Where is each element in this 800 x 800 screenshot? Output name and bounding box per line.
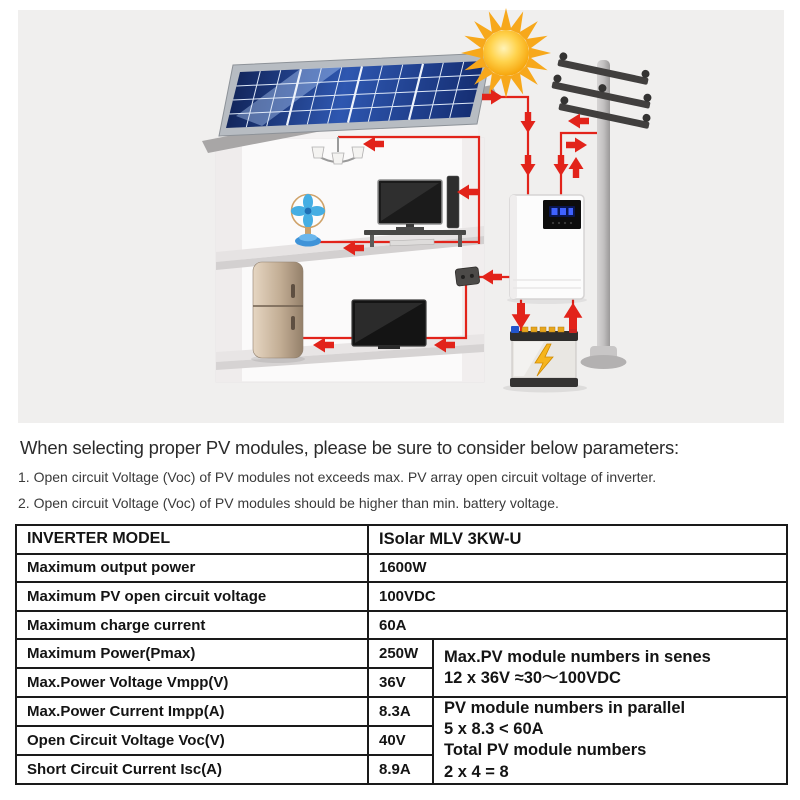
- table-row: [16, 582, 787, 611]
- spec-label: Short Circuit Current Isc(A): [16, 755, 368, 784]
- spec-value: 60A: [368, 611, 787, 640]
- desk: [364, 230, 466, 235]
- battery-terminal-negative: [511, 326, 519, 333]
- inverter: [507, 195, 587, 304]
- spec-value: 250W: [368, 639, 433, 668]
- parallel-note-line1: PV module numbers in parallel: [444, 698, 686, 717]
- table-row: [16, 611, 787, 640]
- parallel-note-line4: 2 x 4 = 8: [444, 762, 509, 781]
- series-note-line1: Max.PV module numbers in senes: [444, 647, 711, 666]
- fridge-icon: [251, 262, 305, 363]
- inverter-display: [543, 200, 581, 229]
- series-note-cell: [433, 639, 787, 696]
- parallel-note-line2: 5 x 8.3 < 60A: [444, 720, 544, 738]
- table-row: [16, 639, 787, 668]
- parallel-note-line3: Total PV module numbers: [444, 741, 647, 760]
- series-note-line2: 12 x 36V ≈30～100VDC: [444, 668, 621, 687]
- spec-label: Open Circuit Voltage Voc(V): [16, 726, 368, 755]
- table-row: [16, 525, 787, 554]
- inverter-spec-table: [15, 524, 788, 785]
- spec-value: 40V: [368, 726, 433, 755]
- note-1: 1. Open circuit Voltage (Voc) of PV modules not exceeds max. PV array open circuit voltage of inverter.: [18, 469, 657, 485]
- spec-value: 8.9A: [368, 755, 433, 784]
- table-row: [16, 554, 787, 583]
- spec-label: Maximum charge current: [16, 611, 368, 640]
- sun-icon: [461, 8, 551, 98]
- spec-label: Maximum PV open circuit voltage: [16, 582, 368, 611]
- spec-value-model: ISolar MLV 3KW-U: [368, 525, 787, 554]
- parallel-note-cell: [433, 697, 787, 785]
- spec-value: 8.3A: [368, 697, 433, 726]
- spec-label-inverter-model: INVERTER MODEL: [16, 525, 368, 554]
- spec-label: Maximum output power: [16, 554, 368, 583]
- note-2: 2. Open circuit Voltage (Voc) of PV modules should be higher than min. battery voltage.: [18, 495, 559, 511]
- spec-value: 100VDC: [368, 582, 787, 611]
- page-title: When selecting proper PV modules, please be sure to consider below parameters:: [20, 437, 679, 458]
- spec-value: 36V: [368, 668, 433, 697]
- battery: [503, 326, 587, 393]
- spec-label: Max.Power Voltage Vmpp(V): [16, 668, 368, 697]
- spec-label: Max.Power Current Impp(A): [16, 697, 368, 726]
- solar-panel: [219, 53, 491, 136]
- pc-tower: [447, 176, 459, 228]
- table-row: [16, 697, 787, 726]
- tv-icon: [352, 300, 426, 349]
- spec-label: Maximum Power(Pmax): [16, 639, 368, 668]
- wall-socket-icon: [455, 267, 480, 287]
- spec-value: 1600W: [368, 554, 787, 583]
